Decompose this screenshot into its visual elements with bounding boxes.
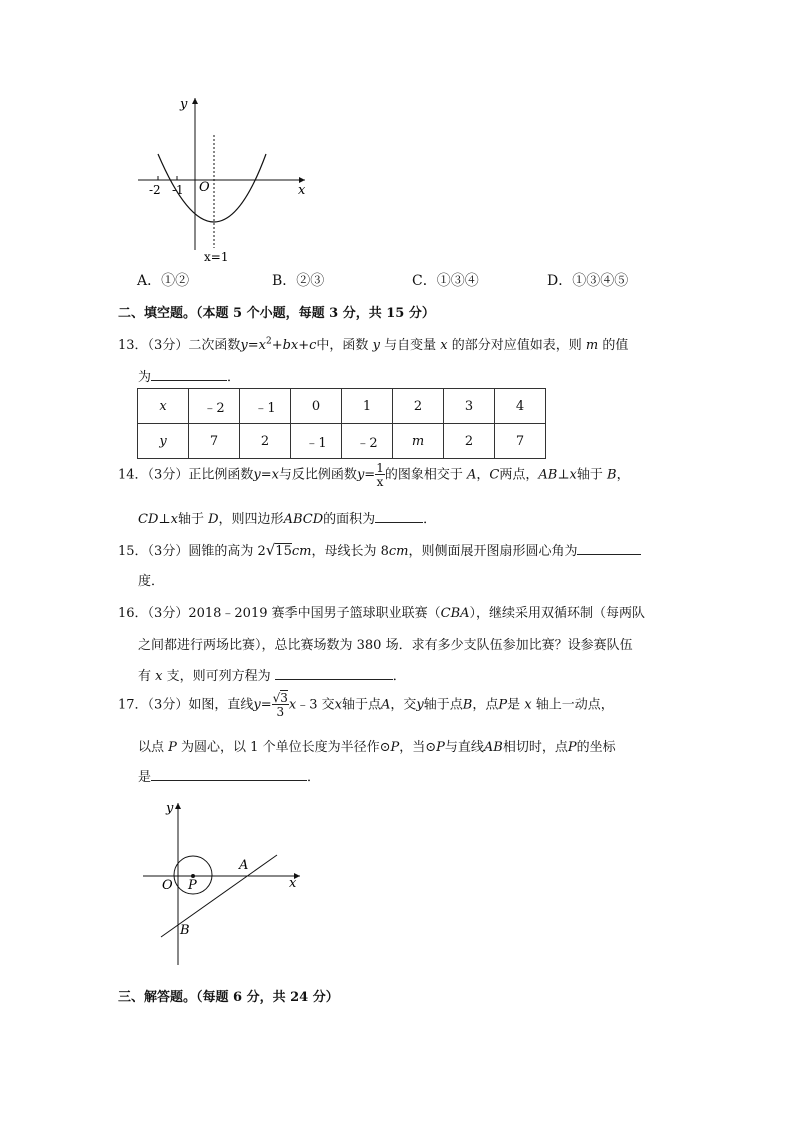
graph1-y-label: y: [180, 97, 188, 112]
q17-line3: 是 ．: [138, 770, 321, 785]
graph1-tick-neg1-label: -1: [172, 183, 184, 197]
q16-line3: 有 x 支，则可列方程为 ．: [138, 669, 406, 684]
table-cell: 7: [189, 424, 240, 459]
table-cell: 1: [342, 389, 393, 424]
table-cell: x: [138, 389, 189, 424]
q12-option-b: B．②③: [272, 273, 325, 289]
q16-answer-blank[interactable]: [275, 667, 393, 680]
graph2-y-label: y: [166, 801, 174, 816]
table-cell: 0: [291, 389, 342, 424]
graph2-point-p: P: [188, 878, 197, 893]
table-cell: 2: [393, 389, 444, 424]
q12-option-a: A．①②: [137, 273, 190, 289]
graph2-x-label: x: [289, 876, 297, 891]
q14-line2: CD⊥x轴于 D，则四边形ABCD的面积为 ．: [138, 512, 437, 527]
table-cell: ﹣2: [342, 424, 393, 459]
q13-line1: 13．（3分）二次函数$y=x^2+bx+c$中，函数 y 与自变量 x 的部分对应值如表，则 m 的值: [118, 336, 629, 353]
graph2-origin: O: [162, 878, 173, 893]
q12-option-c: C．①③④: [412, 273, 479, 289]
q13-answer-blank[interactable]: [151, 368, 227, 381]
table-cell: 3: [444, 389, 495, 424]
q14-line1: 14．（3分）正比例函数y=x与反比例函数y= $\frac{1}{x}$ 的图象相交于 A，C两点，AB⊥x轴于 B，: [118, 461, 630, 489]
q17-fraction: $\frac{√3}{3}$: [272, 691, 288, 719]
table-cell: m: [393, 424, 444, 459]
parabola-graph: [130, 90, 320, 265]
q14-fraction: $\frac{1}{x}$: [376, 461, 384, 489]
table-cell: ﹣1: [240, 389, 291, 424]
q17-line1: 17．（3分）如图，直线y= $\frac{√3}{3}$ x﹣3 交x轴于点A，交y轴于点B，点P是 x 轴上一动点，: [118, 691, 614, 719]
q15-answer-blank[interactable]: [577, 542, 641, 555]
table-cell: ﹣1: [291, 424, 342, 459]
section2-title: 二、填空题。（本题 5 个小题，每题 3 分，共 15 分）: [118, 306, 435, 321]
graph2-point-a: A: [239, 858, 249, 873]
graph2-point-b: B: [180, 923, 190, 938]
q17-line2: 以点 P 为圆心，以 1 个单位长度为半径作⊙P，当⊙P与直线AB相切时，点P的坐标: [138, 740, 616, 755]
table-cell: 7: [495, 424, 546, 459]
q13-value-table: [137, 388, 546, 459]
table-cell: y: [138, 424, 189, 459]
sqrt-symbol: √: [265, 541, 276, 559]
table-cell: 2: [240, 424, 291, 459]
q15-line2: 度．: [138, 574, 165, 589]
q16-line2: 之间都进行两场比赛），总比赛场数为 380 场．求有多少支队伍参加比赛？设参赛队伍: [138, 638, 633, 653]
q15-line1: 15．（3分）圆锥的高为 2√15cm，母线长为 8cm，则侧面展开图扇形圆心角为: [118, 540, 641, 559]
line-circle-graph: [135, 795, 310, 970]
table-row: [138, 389, 546, 424]
graph1-x-label: x: [298, 183, 306, 198]
table-cell: 4: [495, 389, 546, 424]
graph1-axis-label: x=1: [204, 250, 229, 264]
q17-answer-blank[interactable]: [151, 768, 307, 781]
q13-line2: 为 ．: [138, 370, 241, 385]
sqrt-symbol: √: [272, 691, 281, 705]
table-cell: ﹣2: [189, 389, 240, 424]
graph1-tick-neg2-label: -2: [149, 183, 161, 197]
q16-line1: 16．（3分）2018﹣2019 赛季中国男子篮球职业联赛（CBA），继续采用双循环制（每两队: [118, 606, 646, 621]
q14-answer-blank[interactable]: [375, 510, 423, 523]
table-cell: 2: [444, 424, 495, 459]
section3-title: 三、解答题。（每题 6 分，共 24 分）: [118, 990, 339, 1005]
q12-option-d: D．①③④⑤: [547, 273, 629, 289]
table-row: [138, 424, 546, 459]
graph1-origin: O: [199, 180, 210, 195]
